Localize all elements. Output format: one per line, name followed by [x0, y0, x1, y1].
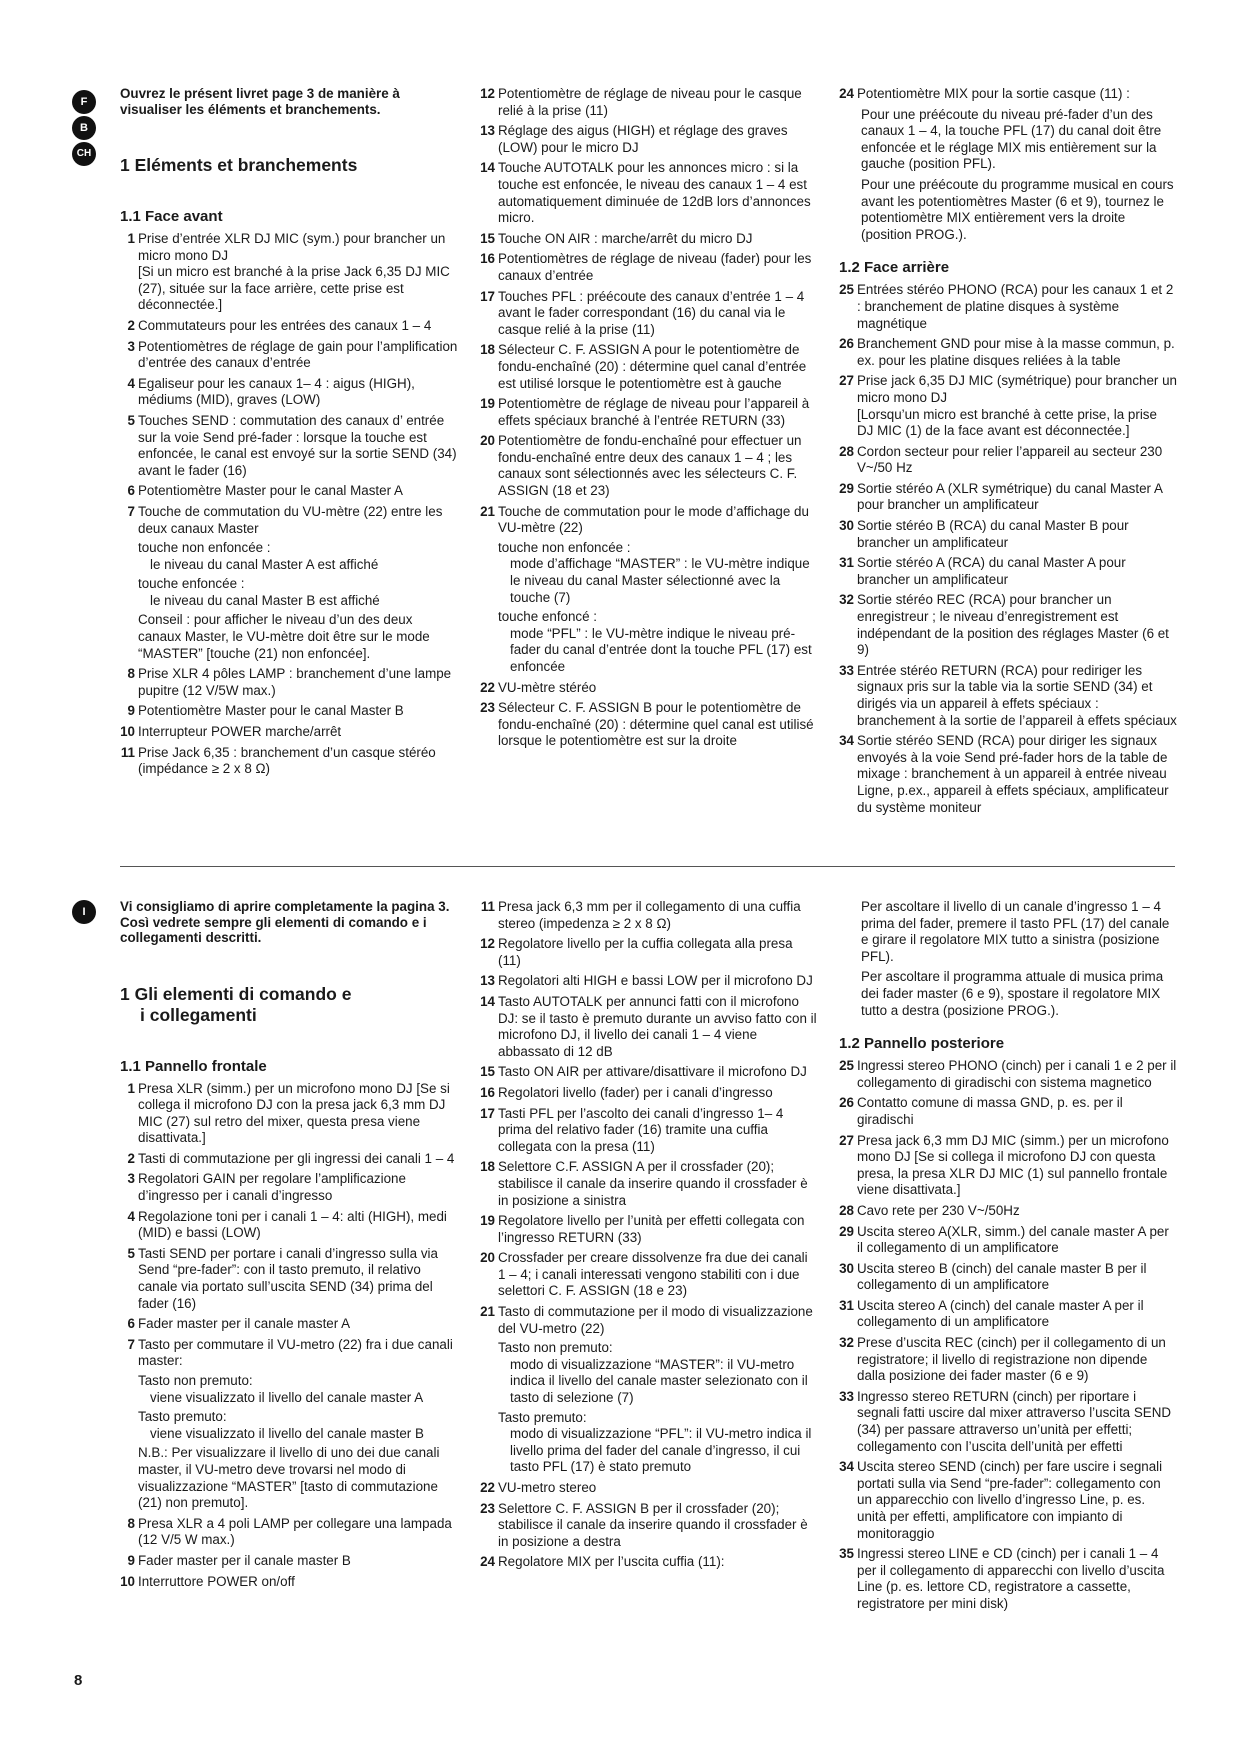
- it-item-12: 12 Regolatore livello per la cuffia collegata alla presa (11): [480, 936, 793, 968]
- fr-item-20: 20 Potentiomètre de fondu-enchaîné pour effectuer un fondu-enchaîné entre deux des canaux 1 – 4 ; les canaux sont sélectionnés avec les sélecteurs C. F. ASSIGN (18 et 23): [480, 433, 802, 499]
- fr-item-11: 11 Prise Jack 6,35 : branchement d’un casque stéréo (impédance ≥ 2 x 8 Ω): [120, 744, 436, 777]
- fr-item-1: 1 Prise d’entrée XLR DJ MIC (sym.) pour brancher un micro mono DJ [Si un micro est branché à la prise Jack 6,35 DJ MIC (27), située sur la face arrière, cette prise est déconnectée.]: [127, 231, 450, 313]
- it-item-18: 18 Selettore C.F. ASSIGN A per il crossfader (20); stabilisce il canale da inserire quando il crossfader è in posizione a sinistra: [480, 1159, 808, 1208]
- fr-item-3: 3 Potentiomètres de réglage de gain pour l’amplification d’entrée des canaux d’entrée: [127, 338, 458, 371]
- it-item-20: 20 Crossfader per creare dissolvenze fra due dei canali 1 – 4; i canali interessati vengono stabiliti con i due selettori C. F. ASSIGN (18 e 23): [480, 1250, 808, 1299]
- fr-item-7: 7 Touche de commutation du VU-mètre (22) entre les deux canaux Master touche non enfoncée : le niveau du canal Master A est affiché touche enfoncée : le niveau du canal Master B est affiché Conseil : pour afficher le niveau d’un des deux canaux Master, le VU-mètre doit être sur le mode “MASTER” [touche (21) non enfoncée].: [127, 503, 443, 661]
- it-item-24-note-1: Per ascoltare il livello di un canale d’ingresso 1 – 4 prima del fader, premere il tasto PFL (17) del canale e girare il regolatore MIX tutto a sinistra (posizione PFL).: [861, 899, 1170, 964]
- fr-item-13: 13 Réglage des aigus (HIGH) et réglage des graves (LOW) pour le micro DJ: [480, 123, 788, 155]
- fr-item-6: 6 Potentiomètre Master pour le canal Master A: [127, 483, 403, 499]
- fr-intro: Ouvrez le présent livret page 3 de manière à visualiser les éléments et branchements.: [120, 86, 400, 117]
- it-item-7: 7 Tasto per commutare il VU-metro (22) fra i due canali master: Tasto non premuto: viene visualizzato il livello del canale master A Tasto premuto: viene visualizzato il livello del canale master B N.B.: Per visualizzare il livello di uno dei due canali master, il VU-metro deve trovarsi nel modo di visualizzazione “MASTER” [tasto di commutazione (21) non premuto].: [127, 1336, 453, 1511]
- it-item-25: 25 Ingressi stereo PHONO (cinch) per i canali 1 e 2 per il collegamento di giradischi con sistema magnetico: [839, 1058, 1177, 1090]
- fr-item-15: 15 Touche ON AIR : marche/arrêt du micro DJ: [480, 230, 753, 246]
- fr-item-30: 30 Sortie stéréo B (RCA) du canal Master B pour brancher un amplificateur: [839, 518, 1129, 550]
- language-badge-ch: CH: [72, 142, 96, 166]
- it-intro: Vi consigliamo di aprire completamente la pagina 3. Così vedrete sempre gli elementi di comando e i collegamenti descritti.: [120, 899, 450, 945]
- it-item-8: 8 Presa XLR a 4 poli LAMP per collegare una lampada (12 V/5 W max.): [127, 1515, 452, 1548]
- fr-item-32: 32 Sortie stéréo REC (RCA) pour brancher un enregistreur ; le niveau d’enregistrement est indépendant de la position des réglages Master (6 et 9): [839, 592, 1169, 658]
- it-item-22: 22 VU-metro stereo: [480, 1480, 597, 1495]
- fr-item-4: 4 Egaliseur pour les canaux 1– 4 : aigus (HIGH), médiums (MID), graves (LOW): [127, 375, 415, 408]
- it-item-9: 9 Fader master per il canale master B: [127, 1552, 351, 1568]
- fr-item-28: 28 Cordon secteur pour relier l’appareil au secteur 230 V~/50 Hz: [839, 443, 1163, 476]
- it-item-23: 23 Selettore C. F. ASSIGN B per il crossfader (20); stabilisce il canale da inserire quando il crossfader è in posizione a destra: [480, 1500, 808, 1549]
- it-item-24: 24 Regolatore MIX per l’uscita cuffia (11):: [480, 1554, 725, 1570]
- page-number: 8: [74, 1672, 83, 1689]
- fr-item-14: 14 Touche AUTOTALK pour les annonces micro : si la touche est enfoncée, le niveau des canaux 1 – 4 est automatiquement diminuée de 12dB lors d’annonces micro.: [480, 160, 811, 226]
- it-item-19: 19 Regolatore livello per l’unità per effetti collegata con l’ingresso RETURN (33): [480, 1213, 805, 1245]
- it-item-4: 4 Regolazione toni per i canali 1 – 4: alti (HIGH), medi (MID) e bassi (LOW): [127, 1208, 447, 1241]
- fr-column-1: [120, 86, 458, 782]
- fr-item-22: 22 VU-mètre stéréo: [480, 679, 597, 695]
- it-item-3: 3 Regolatori GAIN per regolare l’amplificazione d’ingresso per i canali d’ingresso: [127, 1171, 406, 1204]
- language-badge-f: F: [72, 90, 96, 114]
- it-item-13: 13 Regolatori alti HIGH e bassi LOW per il microfono DJ: [480, 973, 813, 989]
- it-item-24-note-2: Per ascoltare il programma attuale di musica prima dei fader master (6 e 9), spostare il regolatore MIX tutto a destra (posizione PROG.).: [861, 969, 1164, 1018]
- fr-item-18: 18 Sélecteur C. F. ASSIGN A pour le potentiomètre de fondu-enchaîné (20) : détermine quel canal d’entrée est utilisé lorsque le potentiomètre est à gauche: [480, 342, 807, 391]
- it-item-21: 21 Tasto di commutazione per il modo di visualizzazione del VU-metro (22) Tasto non premuto: modo di visualizzazione “MASTER”: il VU-metro indica il livello del canale master selezionato con il tasto di selezione (7) Tasto premuto: modo di visualizzazione “PFL”: il VU-metro indica il livello prima del fader del canale d’ingresso, il cui tasto PFL (17) è stato premuto: [480, 1304, 813, 1475]
- it-column-1: [120, 899, 458, 1594]
- fr-item-2: 2 Commutateurs pour les entrées des canaux 1 – 4: [127, 317, 432, 333]
- fr-rear-heading: 1.2 Face arrière: [839, 259, 950, 277]
- fr-item-31: 31 Sortie stéréo A (RCA) du canal Master A pour brancher un amplificateur: [839, 555, 1126, 587]
- it-item-16: 16 Regolatori livello (fader) per i canali d’ingresso: [480, 1084, 773, 1100]
- it-item-11: 11 Presa jack 6,3 mm per il collegamento di una cuffia stereo (impedenza ≥ 2 x 8 Ω): [480, 899, 801, 931]
- it-item-28: 28 Cavo rete per 230 V~/50Hz: [839, 1202, 1020, 1218]
- fr-item-9: 9 Potentiomètre Master pour le canal Master B: [127, 703, 404, 719]
- it-item-17: 17 Tasti PFL per l’ascolto dei canali d’ingresso 1– 4 prima del relativo fader (16) tramite una cuffia collegata con la presa (11): [480, 1105, 784, 1154]
- fr-item-34: 34 Sortie stéréo SEND (RCA) pour diriger les signaux envoyés à la voie Send pré-fader hors de la table de mixage : branchement à un appareil à entrée niveau Ligne, p.ex., appareil à effets spéciaux, amplificateur du système moniteur: [839, 733, 1169, 815]
- it-item-29: 29 Uscita stereo A(XLR, simm.) del canale master A per il collegamento di un amplificatore: [839, 1223, 1169, 1256]
- fr-item-29: 29 Sortie stéréo A (XLR symétrique) du canal Master A pour brancher un amplificateur: [839, 480, 1163, 513]
- fr-item-17: 17 Touches PFL : préécoute des canaux d’entrée 1 – 4 avant le fader correspondant (16) du canal via le casque relié à la prise (11): [480, 288, 805, 337]
- fr-item-5: 5 Touches SEND : commutation des canaux d’ entrée sur la voie Send pré-fader : lorsque la touche est enfoncée, le canal est envoyé sur la sortie SEND (34) avant le fader (16): [127, 412, 457, 478]
- fr-item-16: 16 Potentiomètres de réglage de niveau (fader) pour les canaux d’entrée: [480, 251, 812, 283]
- fr-title: 1 Eléments et branchements: [120, 155, 358, 175]
- language-badge-i: I: [72, 900, 96, 924]
- fr-item-23: 23 Sélecteur C. F. ASSIGN B pour le potentiomètre de fondu-enchaîné (20) : détermine quel canal est utilisé lorsque le potentiomètre est sur la droite: [480, 700, 814, 749]
- fr-column-3: [839, 86, 1177, 820]
- fr-item-10: 10 Interrupteur POWER marche/arrêt: [120, 724, 342, 740]
- fr-item-12: 12 Potentiomètre de réglage de niveau pour le casque relié à la prise (11): [480, 86, 802, 118]
- fr-item-19: 19 Potentiomètre de réglage de niveau pour l’appareil à effets spéciaux branché à l’entrée RETURN (33): [480, 396, 810, 428]
- fr-item-33: 33 Entrée stéréo RETURN (RCA) pour rediriger les signaux pris sur la table via la sortie SEND (34) et dirigés via un appareil à effets spéciaux : branchement à la sortie de l’appareil à effets spéciaux: [839, 662, 1177, 728]
- fr-item-24: 24 Potentiomètre MIX pour la sortie casque (11) :: [839, 86, 1130, 101]
- it-item-30: 30 Uscita stereo B (cinch) del canale master B per il collegamento di un amplificatore: [839, 1260, 1147, 1293]
- section-divider: [120, 866, 1175, 867]
- it-item-10: 10 Interruttore POWER on/off: [120, 1573, 295, 1589]
- language-badge-b: B: [72, 116, 96, 140]
- fr-item-24-note-2: Pour une préécoute du programme musical en cours avant les potentiomètres Master (6 et 9), tournez le potentiomètre MIX entièrement vers la droite (position PROG.).: [861, 176, 1174, 242]
- it-item-1: 1 Presa XLR (simm.) per un microfono mono DJ [Se si collega il microfono DJ con la presa jack 6,3 mm DJ MIC (27) sul retro del mixer, questa presa viene disattivata.]: [127, 1080, 450, 1146]
- it-item-15: 15 Tasto ON AIR per attivare/disattivare il microfono DJ: [480, 1064, 807, 1080]
- it-item-34: 34 Uscita stereo SEND (cinch) per fare uscire i segnali portati sulla via Send “pre-fader”: collegamento con un apparecchio con livello d’ingresso Line, p. es. unità per effetti, amplificatore con impianto di monitoraggio: [839, 1459, 1163, 1541]
- it-item-6: 6 Fader master per il canale master A: [127, 1316, 351, 1332]
- it-item-27: 27 Presa jack 6,3 mm DJ MIC (simm.) per un microfono mono DJ [Se si collega il microfono DJ con questa presa, la presa XLR DJ MIC (1) sul pannello frontale viene disattivata.]: [839, 1132, 1169, 1198]
- it-item-2: 2 Tasti di commutazione per gli ingressi dei canali 1 – 4: [127, 1150, 455, 1166]
- fr-item-24-note-1: Pour une préécoute du niveau pré-fader d’un des canaux 1 – 4, la touche PFL (17) du canal doit être enfoncée et le réglage MIX mis entièrement sur la gauche (position PFL).: [861, 106, 1162, 172]
- it-item-35: 35 Ingressi stereo LINE e CD (cinch) per i canali 1 – 4 per il collegamento di apparecchi con livello d’uscita Line (p. es. lettore CD, registratore a cassette, registratore per mini disk): [839, 1546, 1165, 1611]
- it-item-31: 31 Uscita stereo A (cinch) del canale master A per il collegamento di un amplificatore: [839, 1297, 1144, 1330]
- it-item-26: 26 Contatto comune di massa GND, p. es. per il giradischi: [839, 1095, 1123, 1127]
- fr-front-heading: 1.1 Face avant: [120, 208, 223, 225]
- it-item-32: 32 Prese d’uscita REC (cinch) per il collegamento di un registratore; il livello di registrazione non dipende dalla posizione dei fader master (6 e 9): [839, 1335, 1166, 1384]
- it-column-2: [480, 899, 818, 1575]
- fr-item-27: 27 Prise jack 6,35 DJ MIC (symétrique) pour brancher un micro mono DJ [Lorsqu’un micro est branché à cette prise, la prise DJ MIC (1) de la face avant est déconnectée.]: [839, 373, 1178, 439]
- fr-column-2: [480, 86, 818, 754]
- it-title: 1 Gli elementi di comando e i collegamenti: [120, 983, 352, 1025]
- it-item-14: 14 Tasto AUTOTALK per annunci fatti con il microfono DJ: se il tasto è premuto durante un avviso fatto con il microfono DJ, il livello dei canali 1 – 4 viene abbassato di 12 dB: [480, 993, 817, 1059]
- fr-item-21: 21 Touche de commutation pour le mode d’affichage du VU-mètre (22) touche non enfoncée : mode d’affichage “MASTER” : le VU-mètre indique le niveau du canal Master sélectionné avec la touche (7) touche enfoncé : mode “PFL” : le VU-mètre indique le niveau pré-fader du canal d’entrée dont la touche PFL (17) est enfoncée: [480, 503, 812, 674]
- it-rear-heading: 1.2 Pannello posteriore: [839, 1035, 1005, 1053]
- it-item-33: 33 Ingresso stereo RETURN (cinch) per riportare i segnali fatti uscire dal mixer attraverso l’uscita SEND (34) per passare attraverso un’unità per effetti; collegamento con l’uscita dell’unità per effetti: [839, 1388, 1172, 1454]
- it-front-heading: 1.1 Pannello frontale: [120, 1057, 267, 1075]
- fr-item-25: 25 Entrées stéréo PHONO (RCA) pour les canaux 1 et 2 : branchement de platine disques à système magnétique: [839, 282, 1174, 331]
- it-column-3: [839, 899, 1177, 1617]
- fr-item-26: 26 Branchement GND pour mise à la masse commun, p. ex. pour les platine disques reliées à la table: [839, 336, 1175, 368]
- fr-item-8: 8 Prise XLR 4 pôles LAMP : branchement d’une lampe pupitre (12 V/5W max.): [127, 666, 452, 698]
- it-item-5: 5 Tasti SEND per portare i canali d’ingresso sulla via Send “pre-fader”: con il tasto premuto, il relativo canale via portato sull’uscita SEND (34) prima del fader (16): [127, 1245, 438, 1311]
